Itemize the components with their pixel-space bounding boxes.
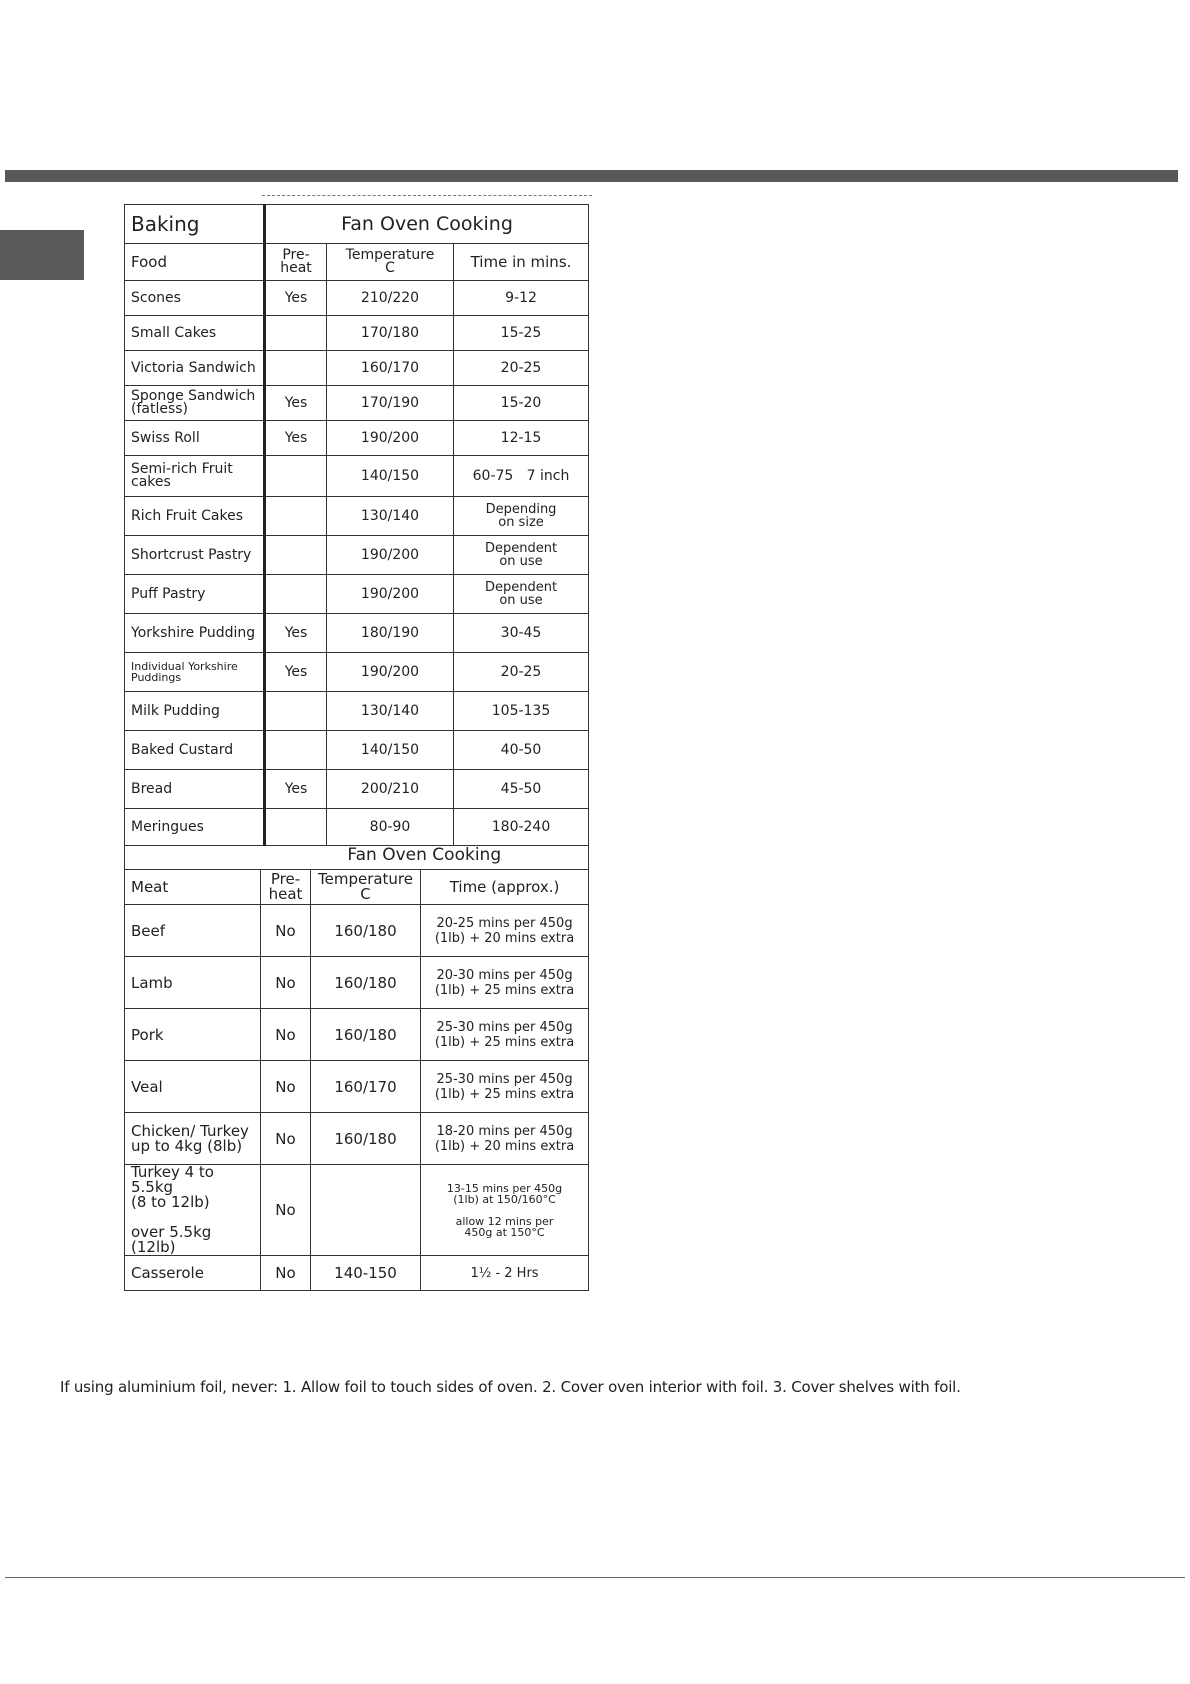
- time-cell: 45-50: [454, 770, 589, 809]
- time-cell: 18-20 mins per 450g (1lb) + 20 mins extra: [421, 1113, 589, 1165]
- time-cell: 20-30 mins per 450g (1lb) + 25 mins extra: [421, 957, 589, 1009]
- meat-cell: Beef: [125, 905, 261, 957]
- baking-section-label: Baking: [125, 205, 265, 244]
- table-row: [125, 653, 589, 692]
- time-cell: 20-25 mins per 450g (1lb) + 20 mins extra: [421, 905, 589, 957]
- temp-cell: 160/180: [311, 1009, 421, 1061]
- preheat-cell: Yes: [265, 653, 327, 692]
- preheat-cell: Yes: [265, 421, 327, 456]
- temp-cell: 180/190: [327, 614, 454, 653]
- meat-header-row: [125, 870, 589, 905]
- time-cell: 9-12: [454, 281, 589, 316]
- temp-cell: 210/220: [327, 281, 454, 316]
- preheat-cell: [265, 351, 327, 386]
- time-cell: 15-25: [454, 316, 589, 351]
- header-food: Food: [125, 244, 265, 281]
- table-row: [125, 1165, 589, 1256]
- table-row: [125, 731, 589, 770]
- baking-title-row: [125, 205, 589, 244]
- preheat-cell: [265, 316, 327, 351]
- temp-cell: 200/210: [327, 770, 454, 809]
- time-cell: 13-15 mins per 450g (1lb) at 150/160°C allow 12 mins per 450g at 150°C: [421, 1165, 589, 1256]
- food-cell: Meringues: [125, 809, 265, 846]
- header-temperature: Temperature C: [327, 244, 454, 281]
- side-tab: [0, 230, 84, 280]
- temp-cell: 140-150: [311, 1256, 421, 1291]
- food-cell: Milk Pudding: [125, 692, 265, 731]
- temp-cell: 170/190: [327, 386, 454, 421]
- table-row: [125, 575, 589, 614]
- preheat-cell: [265, 536, 327, 575]
- footer-rule: [5, 1577, 1185, 1578]
- preheat-cell: No: [261, 1256, 311, 1291]
- meat-cell: Casserole: [125, 1256, 261, 1291]
- header-time: Time in mins.: [454, 244, 589, 281]
- food-cell: Yorkshire Pudding: [125, 614, 265, 653]
- table-row: [125, 957, 589, 1009]
- table-row: [125, 770, 589, 809]
- table-row: [125, 1113, 589, 1165]
- meat-cell: Turkey 4 to 5.5kg (8 to 12lb) over 5.5kg (12lb): [125, 1165, 261, 1256]
- food-cell: Baked Custard: [125, 731, 265, 770]
- time-cell: Depending on size: [454, 497, 589, 536]
- table-row: [125, 281, 589, 316]
- temp-cell: 130/140: [327, 692, 454, 731]
- temp-cell: 160/180: [311, 957, 421, 1009]
- time-cell: 105-135: [454, 692, 589, 731]
- table-row: [125, 905, 589, 957]
- table-row: [125, 351, 589, 386]
- time-cell: 30-45: [454, 614, 589, 653]
- food-cell: Bread: [125, 770, 265, 809]
- preheat-cell: Yes: [265, 281, 327, 316]
- preheat-cell: [265, 575, 327, 614]
- time-cell: Dependent on use: [454, 575, 589, 614]
- temp-cell: [311, 1165, 421, 1256]
- baking-group-label: Fan Oven Cooking: [265, 205, 589, 244]
- meat-group-label: Fan Oven Cooking: [261, 841, 589, 870]
- temp-cell: 190/200: [327, 653, 454, 692]
- meat-title-row: [125, 841, 589, 870]
- preheat-cell: Yes: [265, 386, 327, 421]
- time-cell: 180-240: [454, 809, 589, 846]
- temp-cell: 170/180: [327, 316, 454, 351]
- food-cell: Individual Yorkshire Puddings: [125, 653, 265, 692]
- preheat-cell: Yes: [265, 614, 327, 653]
- preheat-cell: [265, 692, 327, 731]
- food-cell: Shortcrust Pastry: [125, 536, 265, 575]
- meat-cell: Chicken/ Turkey up to 4kg (8lb): [125, 1113, 261, 1165]
- food-cell: Puff Pastry: [125, 575, 265, 614]
- preheat-cell: [265, 809, 327, 846]
- time-cell: 60-75 7 inch: [454, 456, 589, 497]
- dashed-rule: [262, 195, 592, 196]
- meat-table: [124, 841, 589, 1291]
- preheat-cell: Yes: [265, 770, 327, 809]
- table-row: [125, 809, 589, 846]
- table-row: [125, 497, 589, 536]
- header-bar: [5, 170, 1178, 182]
- table-row: [125, 536, 589, 575]
- preheat-cell: [265, 731, 327, 770]
- table-row: [125, 692, 589, 731]
- header-preheat: Pre- heat: [261, 870, 311, 905]
- header-meat: Meat: [125, 870, 261, 905]
- temp-cell: 130/140: [327, 497, 454, 536]
- temp-cell: 190/200: [327, 421, 454, 456]
- time-cell: 1½ - 2 Hrs: [421, 1256, 589, 1291]
- temp-cell: 190/200: [327, 575, 454, 614]
- table-row: [125, 614, 589, 653]
- food-cell: Sponge Sandwich (fatless): [125, 386, 265, 421]
- foil-warning-note: If using aluminium foil, never: 1. Allow foil to touch sides of oven. 2. Cover oven interior with foil. 3. Cover shelves with foil.: [60, 1378, 961, 1396]
- time-cell: 20-25: [454, 351, 589, 386]
- temp-cell: 160/170: [311, 1061, 421, 1113]
- header-preheat: Pre- heat: [265, 244, 327, 281]
- preheat-cell: No: [261, 1165, 311, 1256]
- table-row: [125, 316, 589, 351]
- temp-cell: 80-90: [327, 809, 454, 846]
- preheat-cell: No: [261, 1009, 311, 1061]
- table-row: [125, 1009, 589, 1061]
- meat-cell: Lamb: [125, 957, 261, 1009]
- table-row: [125, 421, 589, 456]
- meat-cell: Veal: [125, 1061, 261, 1113]
- time-cell: 25-30 mins per 450g (1lb) + 25 mins extra: [421, 1061, 589, 1113]
- time-cell: Dependent on use: [454, 536, 589, 575]
- time-cell: 20-25: [454, 653, 589, 692]
- preheat-cell: [265, 497, 327, 536]
- header-time: Time (approx.): [421, 870, 589, 905]
- time-cell: 12-15: [454, 421, 589, 456]
- food-cell: Rich Fruit Cakes: [125, 497, 265, 536]
- baking-header-row: [125, 244, 589, 281]
- preheat-cell: No: [261, 905, 311, 957]
- food-cell: Victoria Sandwich: [125, 351, 265, 386]
- preheat-cell: No: [261, 957, 311, 1009]
- temp-cell: 160/180: [311, 905, 421, 957]
- food-cell: Swiss Roll: [125, 421, 265, 456]
- baking-table: [124, 204, 589, 846]
- temp-cell: 190/200: [327, 536, 454, 575]
- preheat-cell: No: [261, 1061, 311, 1113]
- food-cell: Small Cakes: [125, 316, 265, 351]
- preheat-cell: No: [261, 1113, 311, 1165]
- time-cell: 25-30 mins per 450g (1lb) + 25 mins extra: [421, 1009, 589, 1061]
- temp-cell: 160/180: [311, 1113, 421, 1165]
- table-row: [125, 1256, 589, 1291]
- preheat-cell: [265, 456, 327, 497]
- table-row: [125, 456, 589, 497]
- food-cell: Semi-rich Fruit cakes: [125, 456, 265, 497]
- temp-cell: 160/170: [327, 351, 454, 386]
- food-cell: Scones: [125, 281, 265, 316]
- meat-cell: Pork: [125, 1009, 261, 1061]
- time-cell: 40-50: [454, 731, 589, 770]
- temp-cell: 140/150: [327, 456, 454, 497]
- time-cell: 15-20: [454, 386, 589, 421]
- header-temperature: Temperature C: [311, 870, 421, 905]
- table-row: [125, 1061, 589, 1113]
- table-row: [125, 386, 589, 421]
- temp-cell: 140/150: [327, 731, 454, 770]
